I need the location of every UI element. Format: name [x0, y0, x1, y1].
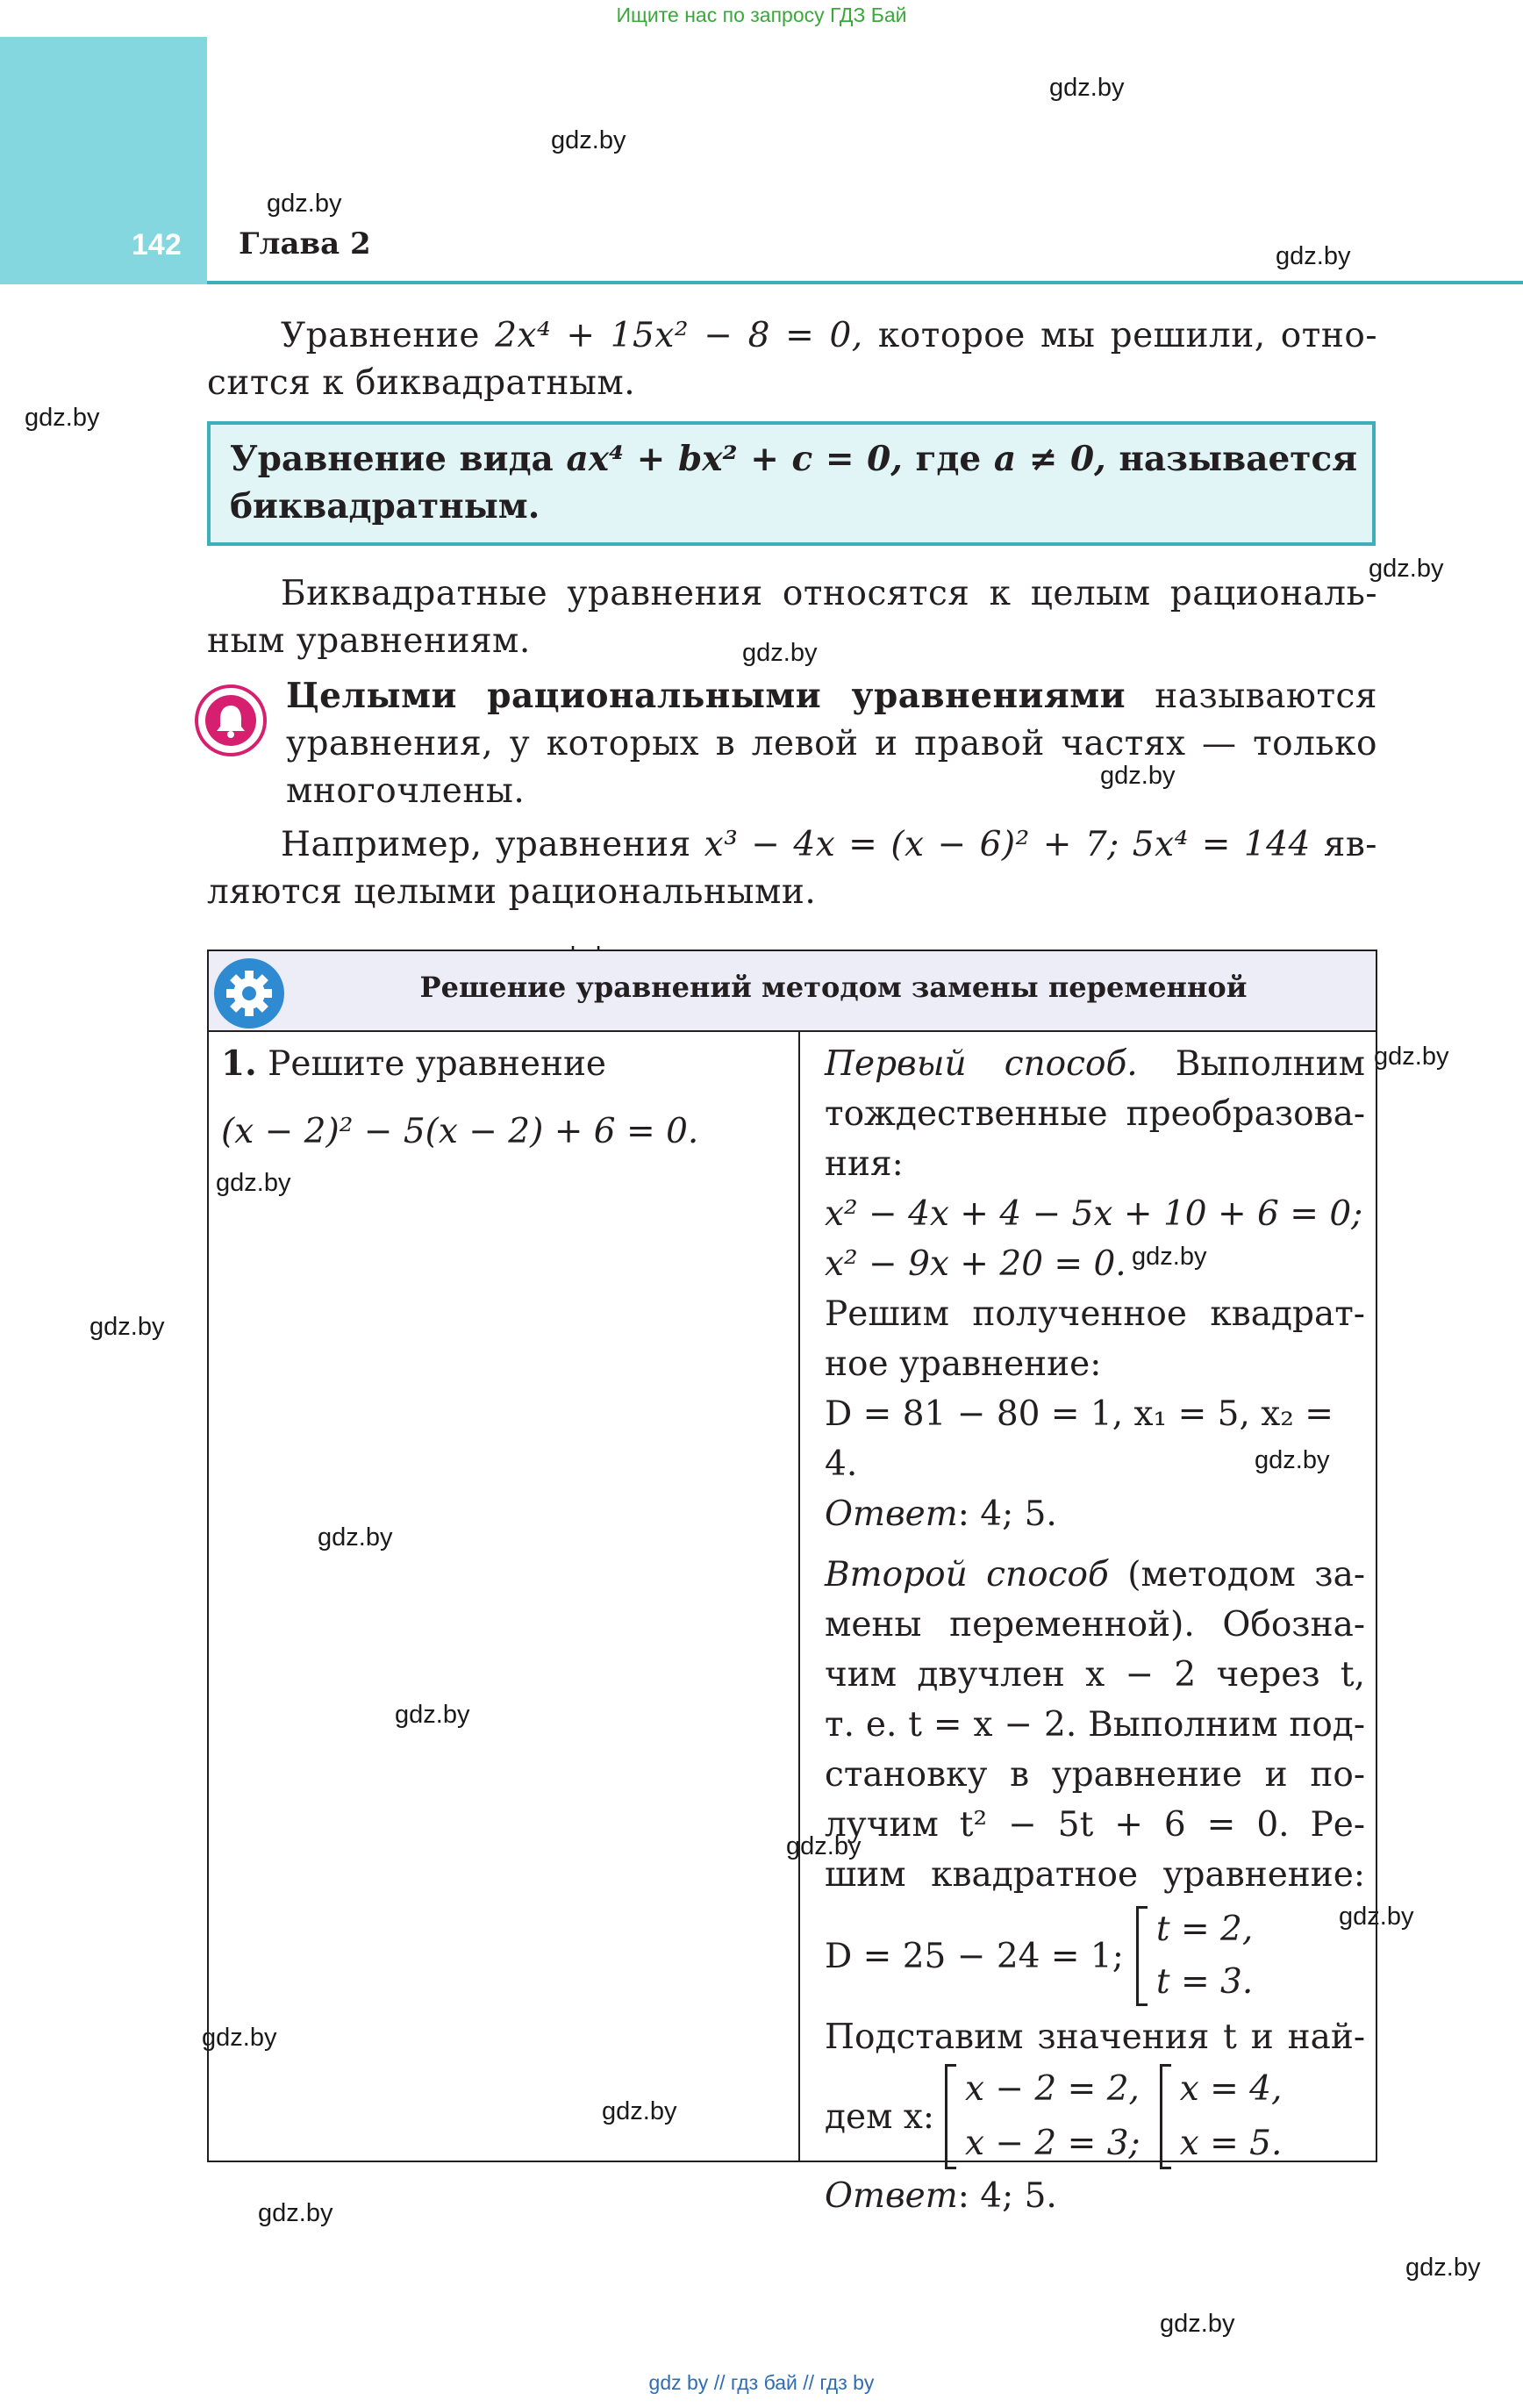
intro-text: сится к биквадратным. [207, 363, 636, 403]
task-equation: (x − 2)² − 5(x − 2) + 6 = 0. [221, 1112, 699, 1151]
bottom-links[interactable]: gdz by // гдз бай // гдз by [648, 2371, 875, 2394]
intro-text: Уравнение [281, 316, 480, 355]
second-way-label: Второй способ [825, 1555, 1109, 1595]
watermark: gdz.by [1255, 1446, 1330, 1474]
watermark: gdz.by [1374, 1043, 1449, 1071]
definition-equation: ax⁴ + bx² + c = 0, [566, 439, 903, 479]
task-number: 1. [221, 1043, 257, 1084]
watermark: gdz.by [1160, 2310, 1235, 2338]
intro-equation: 2x⁴ + 15x² − 8 = 0, [495, 316, 863, 355]
rule-text: уравнения, у которых в левой и правой частях — только [286, 724, 1377, 763]
example-equation: 5x⁴ = 144 [1132, 825, 1311, 864]
intro-text: которое мы решили, отно- [877, 316, 1378, 355]
paragraph-text: Биквадратные уравнения относятся к целым рациональ- [281, 574, 1377, 613]
solution-text: ное уравнение: [825, 1344, 1102, 1384]
task [221, 1039, 791, 1157]
solution-equation: D = 25 − 24 = 1; [825, 1936, 1124, 1976]
watermark: gdz.by [202, 2024, 277, 2052]
definition-label: Уравнение вида [230, 439, 554, 479]
watermark: gdz.by [1276, 242, 1351, 270]
example-text: ляются целыми рациональными. [207, 872, 817, 912]
solution-text: дем x: [825, 2096, 934, 2137]
solution-equation: x² − 9x + 20 = 0. [825, 1244, 1126, 1284]
paragraph-2 [207, 570, 1377, 665]
watermark: gdz.by [1405, 2254, 1481, 2282]
example-text: Например, уравнения [281, 825, 691, 864]
watermark: gdz.by [1339, 1903, 1414, 1931]
bracket [945, 2064, 956, 2169]
paragraph-text: ным уравнениям. [207, 621, 531, 661]
watermark: gdz.by [267, 190, 342, 218]
solution [825, 1039, 1365, 2221]
solution-text: чим двучлен x − 2 через t, [825, 1655, 1365, 1695]
system-equation: x = 5. [1179, 2124, 1283, 2163]
answer-label: Ответ [825, 2176, 958, 2216]
example-text: яв- [1323, 825, 1377, 864]
bracket [1160, 2064, 1171, 2169]
watermark: gdz.by [395, 1701, 470, 1729]
watermark: gdz.by [742, 639, 818, 667]
x-system [825, 2062, 1365, 2171]
watermark: gdz.by [602, 2097, 677, 2125]
solution-text: лучим t² − 5t + 6 = 0. Ре- [825, 1805, 1365, 1845]
root: t = 3. [1155, 1962, 1254, 2002]
solution-text: Решим полученное квадрат- [825, 1294, 1365, 1334]
chapter-title: Глава 2 [239, 226, 371, 262]
watermark: gdz.by [786, 1832, 862, 1860]
task-text: Решите уравнение [268, 1044, 607, 1084]
solution-text: ния: [825, 1144, 904, 1184]
top-banner[interactable]: Ищите нас по запросу ГДЗ Бай [616, 4, 907, 26]
definition-text [230, 435, 1357, 530]
t-system [825, 1903, 1365, 2009]
watermark: gdz.by [1369, 555, 1444, 583]
answer-value: : 4; 5. [957, 1494, 1057, 1534]
definition-condition: a ≠ 0, [993, 439, 1106, 479]
task-column [208, 1031, 799, 2161]
watermark: gdz.by [89, 1313, 165, 1341]
definition-term: биквадратным. [230, 486, 540, 527]
gear-icon [214, 958, 284, 1028]
rule-text: многочлены. [286, 771, 526, 811]
rule-term: Целыми рациональными уравнениями [286, 676, 1126, 716]
page-number: 142 [132, 228, 182, 262]
system-equation: x = 4, [1179, 2069, 1283, 2109]
solution-equation: D = 81 − 80 = 1, x₁ = 5, x₂ = 4. [825, 1394, 1334, 1484]
solution-text: становку в уравнение и по- [825, 1755, 1365, 1795]
first-way-label: Первый способ. [825, 1044, 1138, 1084]
definition-label: называется [1119, 439, 1358, 479]
method-title: Решение уравнений методом замены переменной [419, 971, 1248, 1004]
system-equation: x − 2 = 2, [964, 2069, 1140, 2109]
solution-text: мены переменной). Обозна- [825, 1605, 1365, 1645]
solution-text: шим квадратное уравнение: [825, 1855, 1365, 1895]
bell-icon-fill [205, 695, 256, 746]
intro-paragraph [207, 312, 1377, 407]
solution-text: Подставим значения t и най- [825, 2017, 1365, 2057]
solution-text: Выполним [1175, 1044, 1365, 1084]
definition-label: где [915, 439, 982, 479]
rule-paragraph [286, 672, 1377, 815]
watermark: gdz.by [1100, 762, 1176, 790]
watermark: gdz.by [25, 404, 100, 432]
watermark: gdz.by [1049, 74, 1125, 102]
solution-equation: x² − 4x + 4 − 5x + 10 + 6 = 0; [825, 1194, 1363, 1234]
watermark: gdz.by [318, 1523, 393, 1552]
example-paragraph [207, 821, 1377, 916]
watermark: gdz.by [1132, 1243, 1207, 1271]
watermark: gdz.by [551, 126, 626, 154]
example-equation: x³ − 4x = (x − 6)² + 7; [704, 825, 1119, 864]
watermark: gdz.by [216, 1169, 291, 1197]
system-equation: x − 2 = 3; [964, 2124, 1140, 2163]
bell-icon-glyph [205, 695, 256, 746]
answer-label: Ответ [825, 1494, 958, 1534]
header-rule [207, 281, 1523, 284]
root: t = 2, [1155, 1910, 1254, 1949]
gear-icon-glyph [214, 958, 284, 1028]
watermark: gdz.by [258, 2199, 333, 2227]
solution-text: тождественные преобразова- [825, 1094, 1365, 1134]
rule-text: называются [1155, 677, 1377, 716]
solution-text: (методом за- [1127, 1555, 1365, 1595]
solution-text: т. е. t = x − 2. Выполним под- [825, 1705, 1365, 1745]
answer-value: : 4; 5. [957, 2176, 1057, 2216]
bracket [1136, 1906, 1148, 2006]
